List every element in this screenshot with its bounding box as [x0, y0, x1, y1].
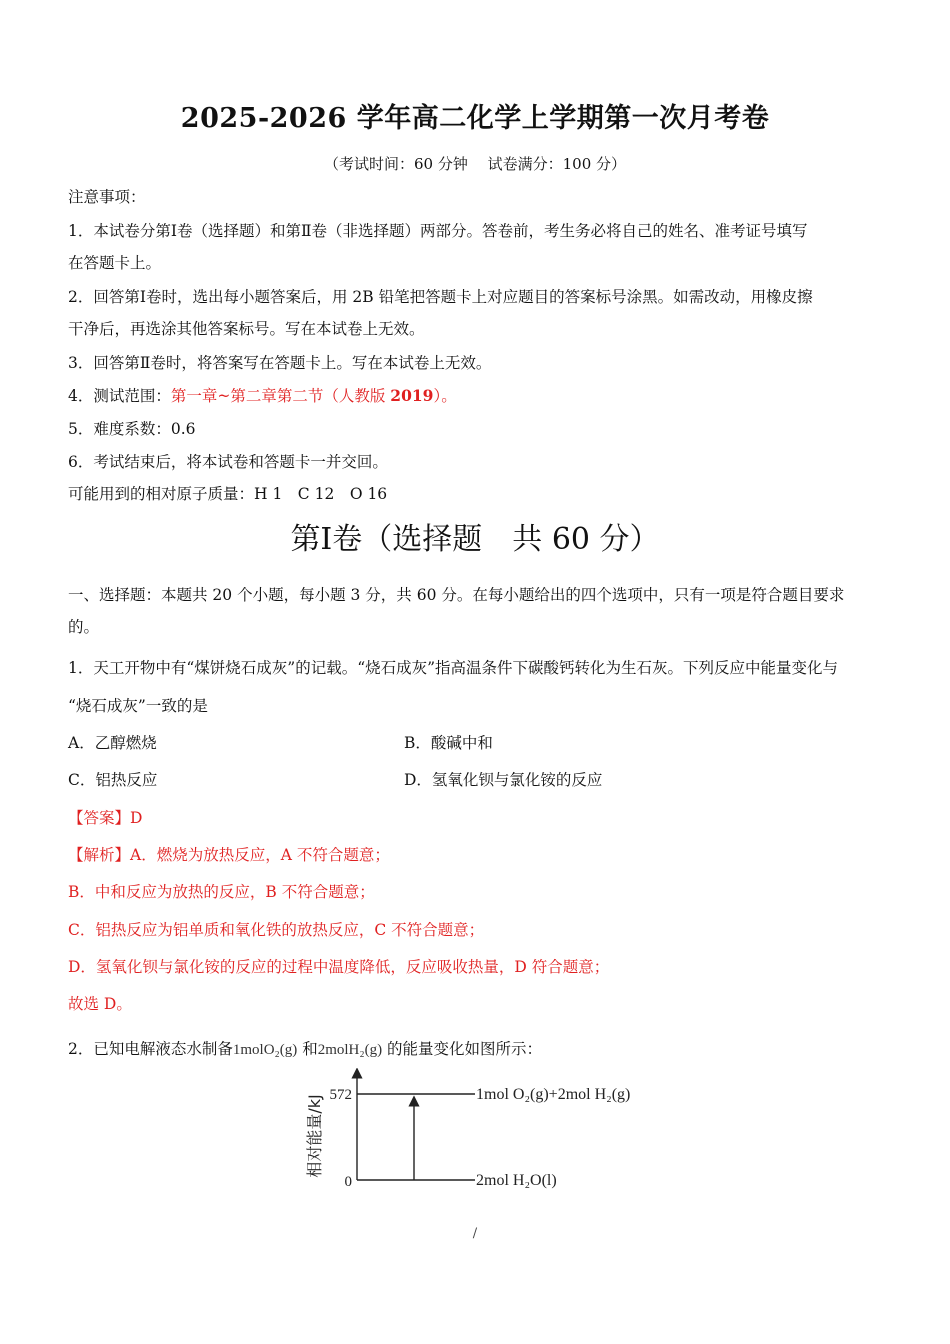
q1-stem-b: “烧石成灰”一致的是: [68, 697, 208, 715]
section-intro-a: 一、选择题：本题共 20 个小题，每小题 3 分，共 60 分。在每小题给出的四个选项中，只有一项是符合题目要求: [68, 586, 845, 604]
energy-diagram: [290, 1068, 670, 1198]
q1-option-a: A．乙醇燃烧: [68, 734, 157, 752]
note-4-prefix: 4．测试范围：: [68, 387, 171, 405]
note-1b: 在答题卡上。: [68, 254, 162, 272]
q1-explanation-3: C．铝热反应为铝单质和氧化铁的放热反应，C 不符合题意；: [68, 921, 485, 939]
test-range-suffix: ）。: [433, 387, 457, 405]
q1-explanation-5: 故选 D。: [68, 995, 132, 1013]
exam-info: （考试时间：60 分钟 试卷满分：100 分）: [323, 155, 627, 173]
page-title: 2025-2026 学年高二化学上学期第一次月考卷: [180, 103, 770, 134]
lower-level-label: 2mol H₂O(l): [476, 1172, 557, 1189]
section-intro-b: 的。: [68, 618, 100, 636]
notes-heading: 注意事项：: [68, 188, 146, 206]
tick-low: 0: [344, 1174, 352, 1190]
note-2b: 干净后，再选涂其他答案标号。写在本试卷上无效。: [68, 320, 425, 338]
q1-option-c: C．铝热反应: [68, 771, 158, 789]
note-3: 3．回答第Ⅱ卷时，将答案写在答题卡上。写在本试卷上无效。: [68, 354, 492, 372]
q2-formula-o2: 1molO₂(g): [232, 1042, 298, 1058]
note-4: [68, 384, 457, 406]
note-6: 6．考试结束后，将本试卷和答题卡一并交回。: [68, 453, 388, 471]
note-1a: 1．本试卷分第Ⅰ卷（选择题）和第Ⅱ卷（非选择题）两部分。答卷前，考生务必将自己的姓名、准考证号填写: [68, 222, 808, 240]
test-range: 第一章~第二章第二节（人教版: [170, 387, 391, 405]
q1-stem-a: 1．天工开物中有“煤饼烧石成灰”的记载。“烧石成灰”指高温条件下碳酸钙转化为生石灰。下列反应中能量变化与: [68, 659, 839, 677]
note-2a: 2．回答第Ⅰ卷时，选出每小题答案后，用 2B 铅笔把答题卡上对应题目的答案标号涂黑。如需改动，用橡皮擦: [68, 288, 813, 306]
q1-explanation-2: B．中和反应为放热的反应，B 不符合题意；: [68, 883, 375, 901]
q2-stem: [68, 1037, 542, 1059]
y-axis-label: 相对能量/kJ: [305, 1094, 324, 1178]
q2-formula-h2: 2molH₂(g): [317, 1042, 383, 1058]
q1-explanation-4: D．氢氧化钡与氯化铵的反应的过程中温度降低，反应吸收热量，D 符合题意；: [68, 958, 610, 976]
upper-level-label: 1mol O₂(g)+2mol H₂(g): [476, 1086, 631, 1103]
q1-explanation-1: 【解析】A．燃烧为放热反应，A 不符合题意；: [68, 846, 390, 864]
page-number: /: [472, 1226, 478, 1241]
q2-stem-suffix: 的能量变化如图所示：: [382, 1040, 543, 1058]
q1-answer: 【答案】D: [68, 809, 143, 827]
q1-option-b: B．酸碱中和: [404, 734, 493, 752]
test-range-year: 2019: [390, 386, 434, 405]
q2-stem-prefix: 2．已知电解液态水制备: [68, 1040, 233, 1058]
note-5: 5．难度系数：0.6: [68, 420, 196, 438]
q1-option-d: D．氢氧化钡与氯化铵的反应: [404, 771, 603, 789]
atomic-mass: 可能用到的相对原子质量：H 1 C 12 O 16: [68, 485, 388, 503]
section-title: 第Ⅰ卷（选择题 共 60 分）: [290, 522, 660, 557]
q2-stem-mid: 和: [297, 1040, 318, 1058]
tick-high: 572: [329, 1087, 352, 1103]
